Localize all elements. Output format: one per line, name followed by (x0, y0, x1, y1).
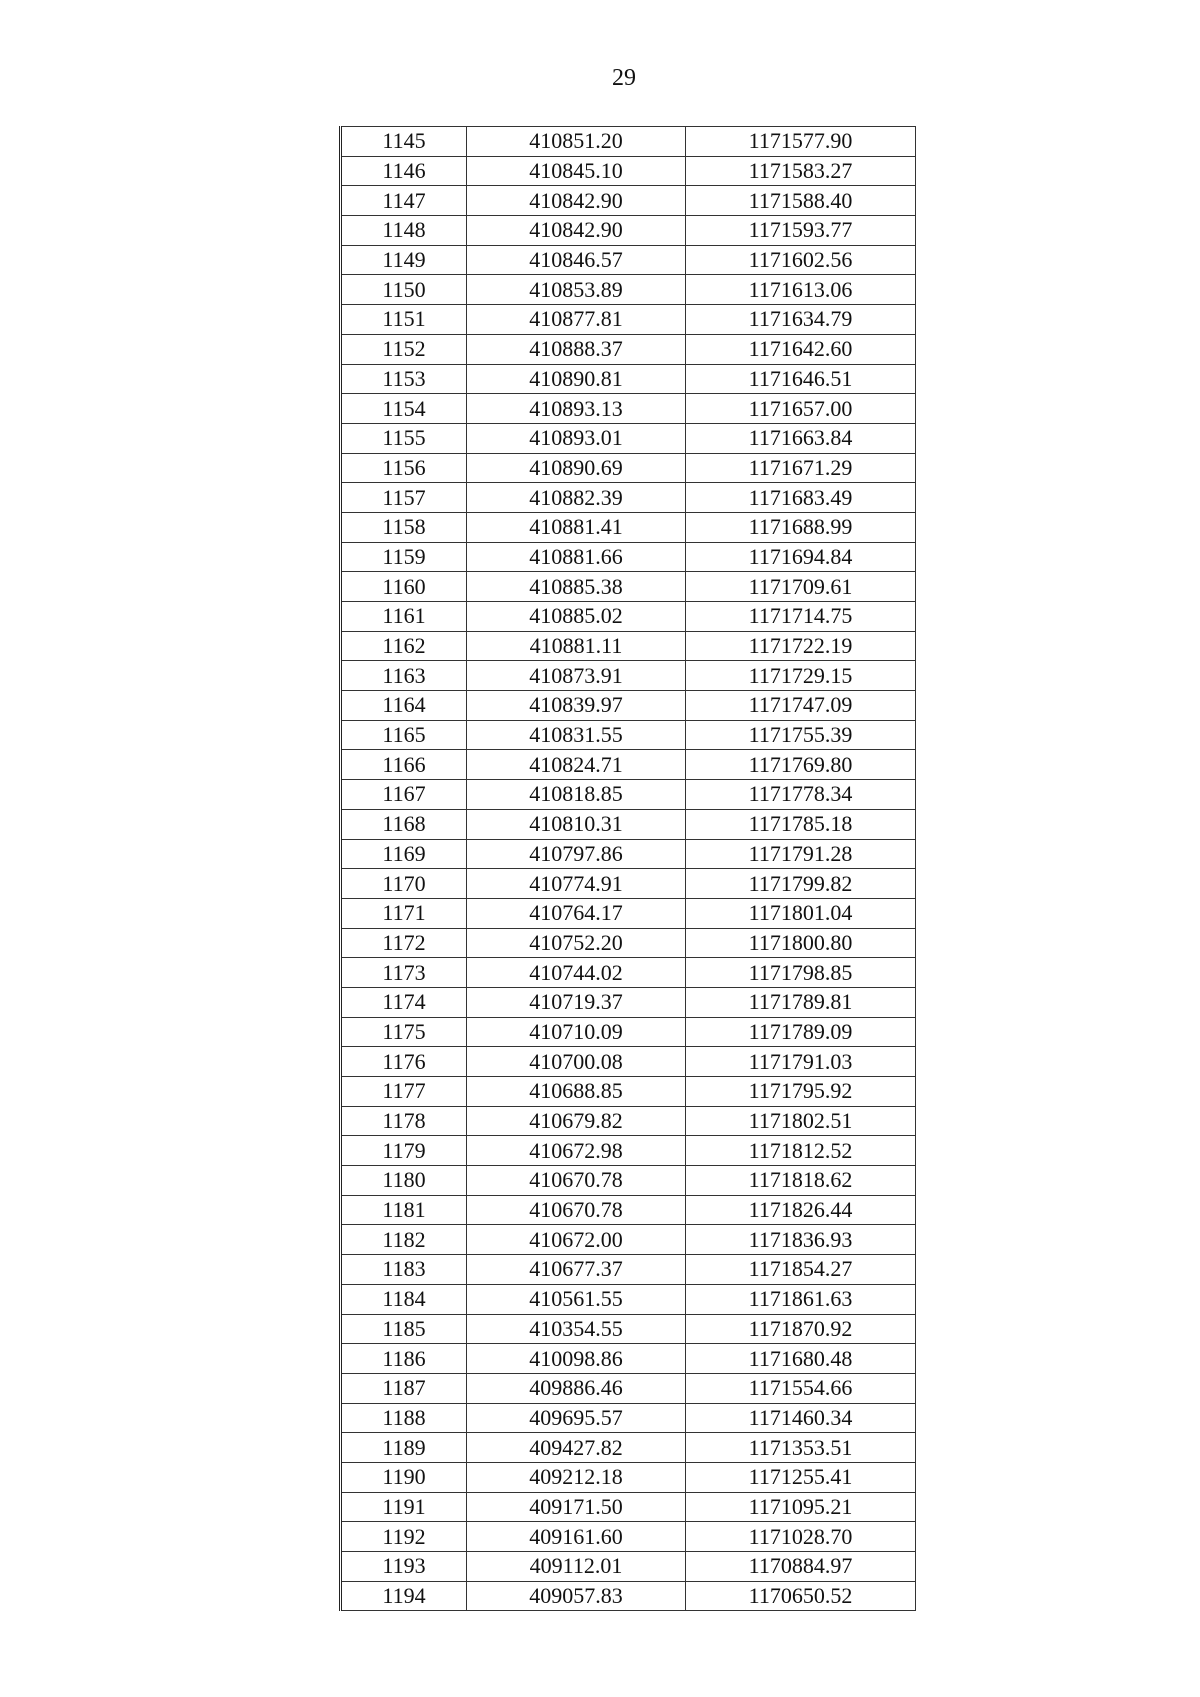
point-number-cell: 1147 (341, 186, 467, 216)
x-coordinate-cell: 410890.69 (467, 453, 686, 483)
x-coordinate-cell: 410354.55 (467, 1314, 686, 1344)
point-number-cell: 1173 (341, 958, 467, 988)
point-number-cell: 1191 (341, 1492, 467, 1522)
point-number-cell: 1150 (341, 275, 467, 305)
point-number-cell: 1163 (341, 661, 467, 691)
x-coordinate-cell: 409695.57 (467, 1403, 686, 1433)
y-coordinate-cell: 1171683.49 (686, 483, 916, 513)
table-row (341, 1403, 916, 1433)
point-number-cell: 1189 (341, 1433, 467, 1463)
point-number-cell: 1153 (341, 364, 467, 394)
table-row (341, 958, 916, 988)
point-number-cell: 1148 (341, 216, 467, 246)
table-row (341, 1047, 916, 1077)
y-coordinate-cell: 1170650.52 (686, 1581, 916, 1611)
point-number-cell: 1155 (341, 423, 467, 453)
y-coordinate-cell: 1171769.80 (686, 750, 916, 780)
point-number-cell: 1172 (341, 928, 467, 958)
y-coordinate-cell: 1171460.34 (686, 1403, 916, 1433)
table-row (341, 1314, 916, 1344)
point-number-cell: 1166 (341, 750, 467, 780)
table-row (341, 245, 916, 275)
x-coordinate-cell: 409171.50 (467, 1492, 686, 1522)
table-row (341, 1255, 916, 1285)
y-coordinate-cell: 1171722.19 (686, 631, 916, 661)
y-coordinate-cell: 1171861.63 (686, 1284, 916, 1314)
y-coordinate-cell: 1171663.84 (686, 423, 916, 453)
y-coordinate-cell: 1171671.29 (686, 453, 916, 483)
point-number-cell: 1184 (341, 1284, 467, 1314)
x-coordinate-cell: 410098.86 (467, 1344, 686, 1374)
table-row (341, 364, 916, 394)
table-row (341, 1077, 916, 1107)
table-row (341, 750, 916, 780)
table-row (341, 275, 916, 305)
y-coordinate-cell: 1171714.75 (686, 602, 916, 632)
point-number-cell: 1161 (341, 602, 467, 632)
x-coordinate-cell: 410752.20 (467, 928, 686, 958)
table-row (341, 186, 916, 216)
point-number-cell: 1149 (341, 245, 467, 275)
point-number-cell: 1193 (341, 1552, 467, 1582)
x-coordinate-cell: 410670.78 (467, 1195, 686, 1225)
y-coordinate-cell: 1171095.21 (686, 1492, 916, 1522)
x-coordinate-cell: 410882.39 (467, 483, 686, 513)
point-number-cell: 1168 (341, 809, 467, 839)
point-number-cell: 1186 (341, 1344, 467, 1374)
y-coordinate-cell: 1171818.62 (686, 1166, 916, 1196)
table-row (341, 987, 916, 1017)
x-coordinate-cell: 410846.57 (467, 245, 686, 275)
y-coordinate-cell: 1171694.84 (686, 542, 916, 572)
table-row (341, 512, 916, 542)
table-row (341, 631, 916, 661)
y-coordinate-cell: 1171870.92 (686, 1314, 916, 1344)
table-row (341, 1462, 916, 1492)
y-coordinate-cell: 1171028.70 (686, 1522, 916, 1552)
y-coordinate-cell: 1171729.15 (686, 661, 916, 691)
y-coordinate-cell: 1171646.51 (686, 364, 916, 394)
table-row (341, 483, 916, 513)
table-row (341, 1492, 916, 1522)
table-body (341, 127, 916, 1611)
table-row (341, 1581, 916, 1611)
x-coordinate-cell: 410672.00 (467, 1225, 686, 1255)
x-coordinate-cell: 410893.01 (467, 423, 686, 453)
table-row (341, 661, 916, 691)
point-number-cell: 1182 (341, 1225, 467, 1255)
y-coordinate-cell: 1171789.81 (686, 987, 916, 1017)
point-number-cell: 1157 (341, 483, 467, 513)
point-number-cell: 1179 (341, 1136, 467, 1166)
point-number-cell: 1165 (341, 720, 467, 750)
table-row (341, 839, 916, 869)
y-coordinate-cell: 1171785.18 (686, 809, 916, 839)
table-row (341, 156, 916, 186)
table-row (341, 720, 916, 750)
point-number-cell: 1170 (341, 869, 467, 899)
y-coordinate-cell: 1171791.03 (686, 1047, 916, 1077)
table-row (341, 780, 916, 810)
point-number-cell: 1194 (341, 1581, 467, 1611)
x-coordinate-cell: 410877.81 (467, 305, 686, 335)
y-coordinate-cell: 1170884.97 (686, 1552, 916, 1582)
y-coordinate-cell: 1171613.06 (686, 275, 916, 305)
y-coordinate-cell: 1171577.90 (686, 127, 916, 157)
x-coordinate-cell: 409161.60 (467, 1522, 686, 1552)
table-row (341, 809, 916, 839)
point-number-cell: 1156 (341, 453, 467, 483)
x-coordinate-cell: 410842.90 (467, 216, 686, 246)
y-coordinate-cell: 1171554.66 (686, 1373, 916, 1403)
x-coordinate-cell: 410561.55 (467, 1284, 686, 1314)
x-coordinate-cell: 410719.37 (467, 987, 686, 1017)
y-coordinate-cell: 1171634.79 (686, 305, 916, 335)
y-coordinate-cell: 1171789.09 (686, 1017, 916, 1047)
table-row (341, 1225, 916, 1255)
y-coordinate-cell: 1171802.51 (686, 1106, 916, 1136)
table-row (341, 691, 916, 721)
y-coordinate-cell: 1171353.51 (686, 1433, 916, 1463)
x-coordinate-cell: 410881.11 (467, 631, 686, 661)
y-coordinate-cell: 1171791.28 (686, 839, 916, 869)
table-row (341, 127, 916, 157)
x-coordinate-cell: 410881.41 (467, 512, 686, 542)
table-row (341, 453, 916, 483)
table-row (341, 602, 916, 632)
y-coordinate-cell: 1171801.04 (686, 898, 916, 928)
x-coordinate-cell: 410700.08 (467, 1047, 686, 1077)
x-coordinate-cell: 410797.86 (467, 839, 686, 869)
point-number-cell: 1159 (341, 542, 467, 572)
y-coordinate-cell: 1171836.93 (686, 1225, 916, 1255)
table-row (341, 1373, 916, 1403)
x-coordinate-cell: 410851.20 (467, 127, 686, 157)
x-coordinate-cell: 410679.82 (467, 1106, 686, 1136)
point-number-cell: 1175 (341, 1017, 467, 1047)
point-number-cell: 1187 (341, 1373, 467, 1403)
x-coordinate-cell: 410893.13 (467, 394, 686, 424)
table-row (341, 928, 916, 958)
y-coordinate-cell: 1171755.39 (686, 720, 916, 750)
table-row (341, 1522, 916, 1552)
x-coordinate-cell: 410885.38 (467, 572, 686, 602)
x-coordinate-cell: 410853.89 (467, 275, 686, 305)
x-coordinate-cell: 409212.18 (467, 1462, 686, 1492)
y-coordinate-cell: 1171854.27 (686, 1255, 916, 1285)
point-number-cell: 1162 (341, 631, 467, 661)
x-coordinate-cell: 410873.91 (467, 661, 686, 691)
x-coordinate-cell: 410881.66 (467, 542, 686, 572)
point-number-cell: 1169 (341, 839, 467, 869)
point-number-cell: 1192 (341, 1522, 467, 1552)
table-row (341, 423, 916, 453)
x-coordinate-cell: 410764.17 (467, 898, 686, 928)
x-coordinate-cell: 410824.71 (467, 750, 686, 780)
y-coordinate-cell: 1171800.80 (686, 928, 916, 958)
x-coordinate-cell: 410774.91 (467, 869, 686, 899)
table-row (341, 334, 916, 364)
point-number-cell: 1190 (341, 1462, 467, 1492)
table-row (341, 542, 916, 572)
x-coordinate-cell: 410888.37 (467, 334, 686, 364)
x-coordinate-cell: 410710.09 (467, 1017, 686, 1047)
point-number-cell: 1171 (341, 898, 467, 928)
table-row (341, 1136, 916, 1166)
y-coordinate-cell: 1171583.27 (686, 156, 916, 186)
point-number-cell: 1164 (341, 691, 467, 721)
table-row (341, 1552, 916, 1582)
point-number-cell: 1183 (341, 1255, 467, 1285)
y-coordinate-cell: 1171255.41 (686, 1462, 916, 1492)
y-coordinate-cell: 1171799.82 (686, 869, 916, 899)
point-number-cell: 1176 (341, 1047, 467, 1077)
y-coordinate-cell: 1171593.77 (686, 216, 916, 246)
x-coordinate-cell: 410810.31 (467, 809, 686, 839)
table-row (341, 572, 916, 602)
y-coordinate-cell: 1171812.52 (686, 1136, 916, 1166)
point-number-cell: 1174 (341, 987, 467, 1017)
table-row (341, 1344, 916, 1374)
x-coordinate-cell: 410744.02 (467, 958, 686, 988)
table-row (341, 898, 916, 928)
y-coordinate-cell: 1171602.56 (686, 245, 916, 275)
table-row (341, 1017, 916, 1047)
x-coordinate-cell: 410839.97 (467, 691, 686, 721)
y-coordinate-cell: 1171795.92 (686, 1077, 916, 1107)
x-coordinate-cell: 409112.01 (467, 1552, 686, 1582)
x-coordinate-cell: 409427.82 (467, 1433, 686, 1463)
x-coordinate-cell: 409886.46 (467, 1373, 686, 1403)
x-coordinate-cell: 410842.90 (467, 186, 686, 216)
x-coordinate-cell: 410831.55 (467, 720, 686, 750)
point-number-cell: 1188 (341, 1403, 467, 1433)
x-coordinate-cell: 410677.37 (467, 1255, 686, 1285)
y-coordinate-cell: 1171747.09 (686, 691, 916, 721)
x-coordinate-cell: 410885.02 (467, 602, 686, 632)
table-row (341, 1166, 916, 1196)
table-row (341, 869, 916, 899)
y-coordinate-cell: 1171778.34 (686, 780, 916, 810)
point-number-cell: 1151 (341, 305, 467, 335)
x-coordinate-cell: 410688.85 (467, 1077, 686, 1107)
y-coordinate-cell: 1171642.60 (686, 334, 916, 364)
y-coordinate-cell: 1171826.44 (686, 1195, 916, 1225)
point-number-cell: 1180 (341, 1166, 467, 1196)
x-coordinate-cell: 410890.81 (467, 364, 686, 394)
x-coordinate-cell: 409057.83 (467, 1581, 686, 1611)
table-row (341, 1106, 916, 1136)
y-coordinate-cell: 1171709.61 (686, 572, 916, 602)
point-number-cell: 1177 (341, 1077, 467, 1107)
x-coordinate-cell: 410845.10 (467, 156, 686, 186)
y-coordinate-cell: 1171688.99 (686, 512, 916, 542)
y-coordinate-cell: 1171657.00 (686, 394, 916, 424)
table-row (341, 216, 916, 246)
coordinates-table (339, 126, 916, 1611)
table-row (341, 1433, 916, 1463)
table-row (341, 394, 916, 424)
table-row (341, 1195, 916, 1225)
table-row (341, 1284, 916, 1314)
point-number-cell: 1178 (341, 1106, 467, 1136)
x-coordinate-cell: 410672.98 (467, 1136, 686, 1166)
point-number-cell: 1185 (341, 1314, 467, 1344)
point-number-cell: 1158 (341, 512, 467, 542)
point-number-cell: 1146 (341, 156, 467, 186)
point-number-cell: 1145 (341, 127, 467, 157)
y-coordinate-cell: 1171588.40 (686, 186, 916, 216)
x-coordinate-cell: 410818.85 (467, 780, 686, 810)
y-coordinate-cell: 1171680.48 (686, 1344, 916, 1374)
y-coordinate-cell: 1171798.85 (686, 958, 916, 988)
point-number-cell: 1152 (341, 334, 467, 364)
x-coordinate-cell: 410670.78 (467, 1166, 686, 1196)
page-number: 29 (612, 65, 636, 91)
point-number-cell: 1160 (341, 572, 467, 602)
point-number-cell: 1154 (341, 394, 467, 424)
point-number-cell: 1167 (341, 780, 467, 810)
table-row (341, 305, 916, 335)
point-number-cell: 1181 (341, 1195, 467, 1225)
